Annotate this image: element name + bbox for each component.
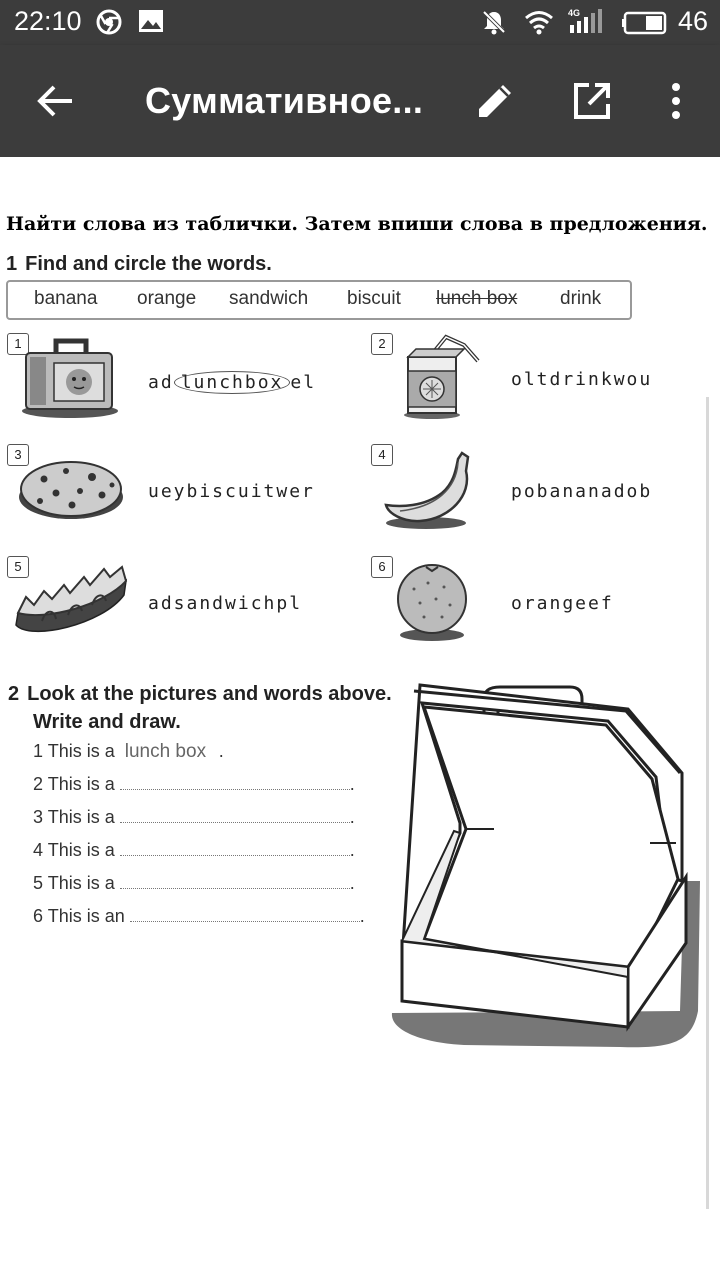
word-bank-item: banana	[34, 288, 98, 309]
signal-icon	[566, 7, 606, 39]
worksheet-header: Найти слова из таблички. Затем впиши слова в предложения.	[6, 213, 708, 235]
item-number: 4	[371, 444, 393, 466]
exercise2-number: 2	[8, 683, 20, 705]
exercise2-instruction-line2: Write and draw.	[33, 711, 181, 733]
answer-blank[interactable]	[120, 841, 350, 856]
sandwich-picture	[12, 561, 130, 647]
back-arrow-icon[interactable]	[36, 81, 76, 125]
item-number: 1	[7, 333, 29, 355]
sentence-line	[33, 840, 355, 861]
open-lunch-box-drawing	[384, 681, 706, 1051]
answer-blank[interactable]	[120, 775, 350, 790]
item-number: 3	[7, 444, 29, 466]
sentence-number: 1	[33, 741, 44, 761]
item-number: 5	[7, 556, 29, 578]
battery-icon	[622, 11, 668, 39]
page-edge-divider	[706, 397, 709, 1209]
exercise1-number: 1	[6, 253, 18, 275]
word-search-row	[148, 371, 316, 394]
sentence-line	[33, 906, 365, 927]
sentence-end: .	[349, 774, 355, 794]
item-number: 2	[371, 333, 393, 355]
sentence-text: This is a	[47, 774, 115, 794]
status-bar	[0, 0, 720, 45]
sentence-line	[33, 807, 355, 828]
app-toolbar	[0, 45, 720, 157]
word-bank-item: drink	[560, 288, 602, 309]
word-bank	[6, 280, 632, 320]
word-bank-item-struck: lunch box	[436, 288, 518, 309]
answer-blank[interactable]	[120, 874, 350, 889]
sentence-text: This is a	[47, 840, 115, 860]
sentence-number: 3	[33, 807, 44, 827]
document-title: Суммативное...	[145, 80, 424, 121]
sentence-line	[33, 774, 355, 795]
drink-picture	[398, 331, 484, 421]
word-bank-item: biscuit	[347, 288, 401, 309]
circled-word: lunchbox	[174, 371, 291, 394]
sentence-text: This is a	[47, 873, 115, 893]
sentence-text: This is a	[47, 741, 115, 761]
banana-picture	[380, 449, 484, 531]
sentence-line	[33, 873, 355, 894]
sentence-number: 4	[33, 840, 44, 860]
word-bank-item: sandwich	[229, 288, 309, 309]
sentence-end: .	[349, 807, 355, 827]
word-search-row: adsandwichpl	[148, 593, 303, 614]
sentence-text: This is a	[47, 807, 115, 827]
exercise2-instruction-line1: Look at the pictures and words above.	[27, 683, 392, 705]
document-page[interactable]	[0, 157, 720, 1280]
item-number: 6	[371, 556, 393, 578]
sentence-text: This is an	[47, 906, 125, 926]
sentence-line	[33, 741, 224, 762]
sentence-number: 5	[33, 873, 44, 893]
word-search-row: pobananadob	[511, 481, 653, 502]
chrome-icon	[96, 9, 122, 39]
exercise1-title	[6, 253, 272, 276]
lunch-box-picture	[18, 337, 122, 419]
exercise2-title	[8, 683, 392, 706]
filled-answer: lunch box	[124, 741, 207, 762]
answer-blank[interactable]	[120, 808, 350, 823]
sentence-end: .	[349, 873, 355, 893]
word-search-row: oltdrinkwou	[511, 369, 653, 390]
more-vert-icon[interactable]	[668, 81, 684, 125]
open-external-icon[interactable]	[572, 81, 612, 125]
sentence-number: 2	[33, 774, 44, 794]
answer-blank[interactable]	[115, 741, 219, 762]
exercise1-instruction: Find and circle the words.	[25, 253, 272, 275]
sentence-end: .	[359, 906, 365, 926]
orange-picture	[394, 559, 470, 643]
word-search-row: ueybiscuitwer	[148, 481, 315, 502]
network-type: 4G	[568, 8, 581, 18]
answer-blank[interactable]	[130, 907, 360, 922]
letters-before: ad	[148, 372, 174, 393]
letters-after: el	[290, 372, 317, 393]
status-time: 22:10	[14, 6, 82, 36]
word-bank-item: orange	[137, 288, 197, 309]
sentence-number: 6	[33, 906, 44, 926]
word-search-row: orangeef	[511, 593, 614, 614]
edit-pencil-icon[interactable]	[475, 79, 517, 125]
mute-icon	[481, 9, 507, 39]
wifi-icon	[524, 9, 554, 39]
image-icon	[138, 9, 164, 37]
sentence-end: .	[218, 741, 224, 761]
biscuit-picture	[16, 457, 126, 523]
battery-level: 46	[677, 6, 708, 36]
sentence-end: .	[349, 840, 355, 860]
